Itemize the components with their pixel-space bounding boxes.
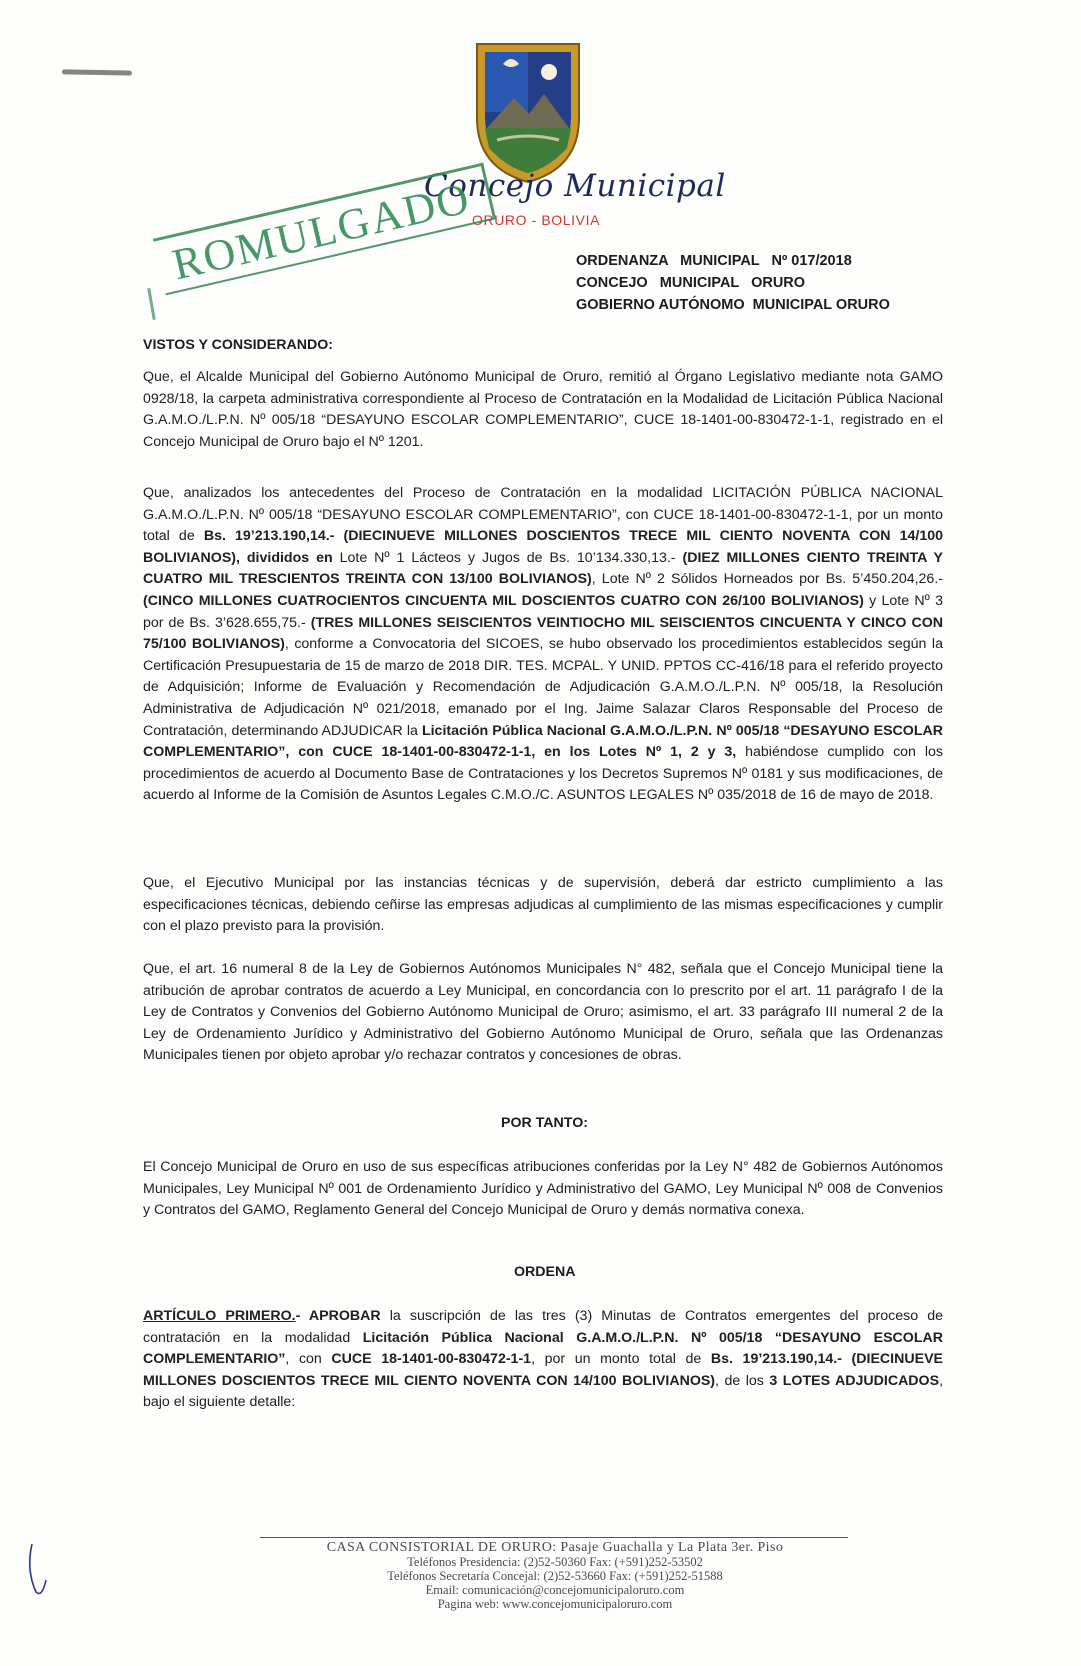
art-text-4: , de los	[715, 1372, 770, 1389]
art-text-3: , por un monto total de	[531, 1351, 711, 1368]
brand-script: Concejo Municipal	[424, 168, 726, 204]
footer	[230, 1541, 880, 1611]
p2-text-1: Que, analizados los antecedentes del Proceso de Contratación en la modalidad LICITACIÓN PÚBLICA NACIONAL G.A.M.O./L.P.N. Nº 005/18 “DESAYUNO ESCOLAR COMPLEMENTARIO”, con CUCE 18-1401-00-830472-1-1, por un monto total de	[143, 485, 943, 545]
footer-divider	[260, 1537, 848, 1538]
p2-bold-5: Licitación Pública Nacional G.A.M.O./L.P.N. Nº 005/18 “DESAYUNO ESCOLAR COMPLEMENTARIO”, con CUCE 18-1401-00-830472-1-1, en los Lotes Nº 1, 2 y 3,	[143, 722, 943, 761]
p2-bold-4: (TRES MILLONES SEISCIENTOS VEINTIOCHO MIL SEISCIENTOS CINCUENTA Y CINCO CON 75/100 BOLIVIANOS)	[143, 614, 943, 653]
p2-bold-2: (DIEZ MILLONES CIENTO TREINTA Y CUATRO MIL TRESCIENTOS TREINTA CON 13/100 BOLIVIANOS)	[143, 549, 943, 588]
paragraph-5: El Concejo Municipal de Oruro en uso de sus específicas atribuciones conferidas por la Ley N° 482 de Gobiernos Autónomos Municipales, Ley Municipal Nº 001 de Ordenamiento Jurídico y Administrativo del GAMO, Ley Municipal Nº 008 de Convenios y Contratos del GAMO, Reglamento General del Concejo Municipal de Oruro y demás normativa conexa.	[143, 1159, 943, 1219]
footer-address: CASA CONSISTORIAL DE ORURO: Pasaje Guachalla y La Plata 3er. Piso	[326, 1540, 784, 1555]
footer-phone-presidency: Teléfonos Presidencia: (2)52-50360 Fax: (+591)252-53502	[407, 1555, 703, 1569]
promulgado-stamp: ROMULGADO	[153, 163, 496, 296]
paragraph-3: Que, el Ejecutivo Municipal por las instancias técnicas y de supervisión, deberá dar estricto cumplimiento a las especificaciones técnicas, debiendo ceñirse las empresas adjudicas al cumplimiento de las mismas especificaciones y cumplir con el plazo previsto para la provisión.	[143, 875, 943, 935]
art-bold-3: CUCE 18-1401-00-830472-1-1	[331, 1351, 532, 1368]
por-tanto-title: POR TANTO:	[501, 1115, 588, 1131]
municipal-crest-icon	[469, 36, 587, 186]
p2-text-2: Lote Nº 1 Lácteos y Jugos de Bs. 10’134.330,13.-	[332, 549, 683, 566]
art-bold-1: - APROBAR	[295, 1308, 381, 1324]
p2-text-5: , conforme a Convocatoria del SICOES, se hubo observado los procedimientos establecidos según la Certificación Presupuestaria de 15 de marzo de 2018 DIR. TES. MCPAL. Y UNID. PPTOS CC-416/18 para el referido proyecto de Adquisición; Informe de Evaluación y Recomendación de Adjudicación G.A.M.O./L.P.N. Nº 005/18, la Resolución Administrativa de Adjudicación Nº 021/2018, emanado por el Ing. Jaime Salazar Claros Responsable del Proceso de Contratación, determinando ADJUDICAR la	[143, 636, 943, 739]
p2-text-4: y Lote Nº 3 por de Bs. 3’628.655,75.-	[143, 592, 943, 631]
stamp-edge	[147, 288, 156, 320]
art-bold-5: 3 LOTES ADJUDICADOS	[769, 1372, 940, 1389]
paragraph-2	[143, 483, 943, 807]
scan-mark	[62, 69, 132, 75]
heading-line-2: CONCEJO MUNICIPAL ORURO	[576, 275, 806, 291]
heading-line-3: GOBIERNO AUTÓNOMO MUNICIPAL ORURO	[576, 297, 890, 313]
footer-phone-secretary: Teléfonos Secretaría Concejal: (2)52-53660 Fax: (+591)252-51588	[387, 1569, 723, 1583]
p2-text-6: habiéndose cumplido con los procedimientos de acuerdo al Documento Base de Contrataciones y los Decretos Supremos Nº 0181 y sus modificaciones, de acuerdo al Informe de la Comisión de Asuntos Legales C.M.O./C. ASUNTOS LEGALES Nº 035/2018 de 16 de mayo de 2018.	[143, 744, 943, 804]
vistos-title: VISTOS Y CONSIDERANDO:	[143, 337, 333, 353]
footer-email: Email: comunicación@concejomunicipaloruro.com	[425, 1583, 685, 1597]
heading-line-1: ORDENANZA MUNICIPAL Nº 017/2018	[576, 253, 852, 269]
brand-city: ORURO - BOLIVIA	[472, 212, 601, 228]
ordinance-heading	[576, 250, 890, 316]
art-text-2: , con	[285, 1351, 332, 1368]
paragraph-4: Que, el art. 16 numeral 8 de la Ley de Gobiernos Autónomos Municipales N° 482, señala que el Concejo Municipal tiene la atribución de aprobar contratos de acuerdo a Ley Municipal, en concordancia con lo prescrito por el art. 11 parágrafo I de la Ley de Contratos y Convenios del Gobierno Autónomo Municipal de Oruro; asimismo, el art. 33 parágrafo III numeral 2 de la Ley de Ordenamiento Jurídico y Administrativo del Gobierno Autónomo Municipal de Oruro, señala que las Ordenanzas Municipales tienen por objeto aprobar y/o rechazar contratos y concesiones de obras.	[143, 961, 943, 1064]
art-bold-4: Bs. 19’213.190,14.- (DIECINUEVE MILLONES DOSCIENTOS TRECE MIL CIENTO NOVENTA CON 14/100 BOLIVIANOS)	[143, 1351, 943, 1389]
footer-website: Pagina web: www.concejomunicipaloruro.com	[437, 1597, 673, 1611]
ordena-title: ORDENA	[514, 1264, 576, 1280]
art-text-1: la suscripción de las tres (3) Minutas de Contratos emergentes del proceso de contratación en la modalidad	[143, 1308, 944, 1346]
article-first	[143, 1306, 943, 1414]
p2-bold-3: (CINCO MILLONES CUATROCIENTOS CINCUENTA MIL DOSCIENTOS CUATRO CON 26/100 BOLIVIANOS)	[143, 592, 864, 609]
p2-text-3: , Lote Nº 2 Sólidos Horneados por Bs. 5’450.204,26.-	[591, 571, 943, 588]
paragraph-1: Que, el Alcalde Municipal del Gobierno Autónomo Municipal de Oruro, remitió al Órgano Legislativo mediante nota GAMO 0928/18, la carpeta administrativa correspondiente al Proceso de Contratación en la Modalidad de Licitación Pública Nacional G.A.M.O./L.P.N. Nº 005/18 “DESAYUNO ESCOLAR COMPLEMENTARIO”, CUCE 18-1401-00-830472-1-1, registrado en el Concejo Municipal de Oruro bajo el Nº 1201.	[143, 369, 943, 450]
article-label: ARTÍCULO PRIMERO.	[143, 1308, 296, 1324]
art-text-5: , bajo el siguiente detalle:	[143, 1372, 944, 1411]
margin-pen-mark-icon	[24, 1540, 54, 1600]
p2-bold-1: Bs. 19’213.190,14.- (DIECINUEVE MILLONES DOSCIENTOS TRECE MIL CIENTO NOVENTA CON 14/100 BOLIVIANOS), divididos en	[143, 528, 944, 566]
art-bold-2: Licitación Pública Nacional G.A.M.O./L.P.N. Nº 005/18 “DESAYUNO ESCOLAR COMPLEMENTARIO”	[143, 1329, 943, 1368]
